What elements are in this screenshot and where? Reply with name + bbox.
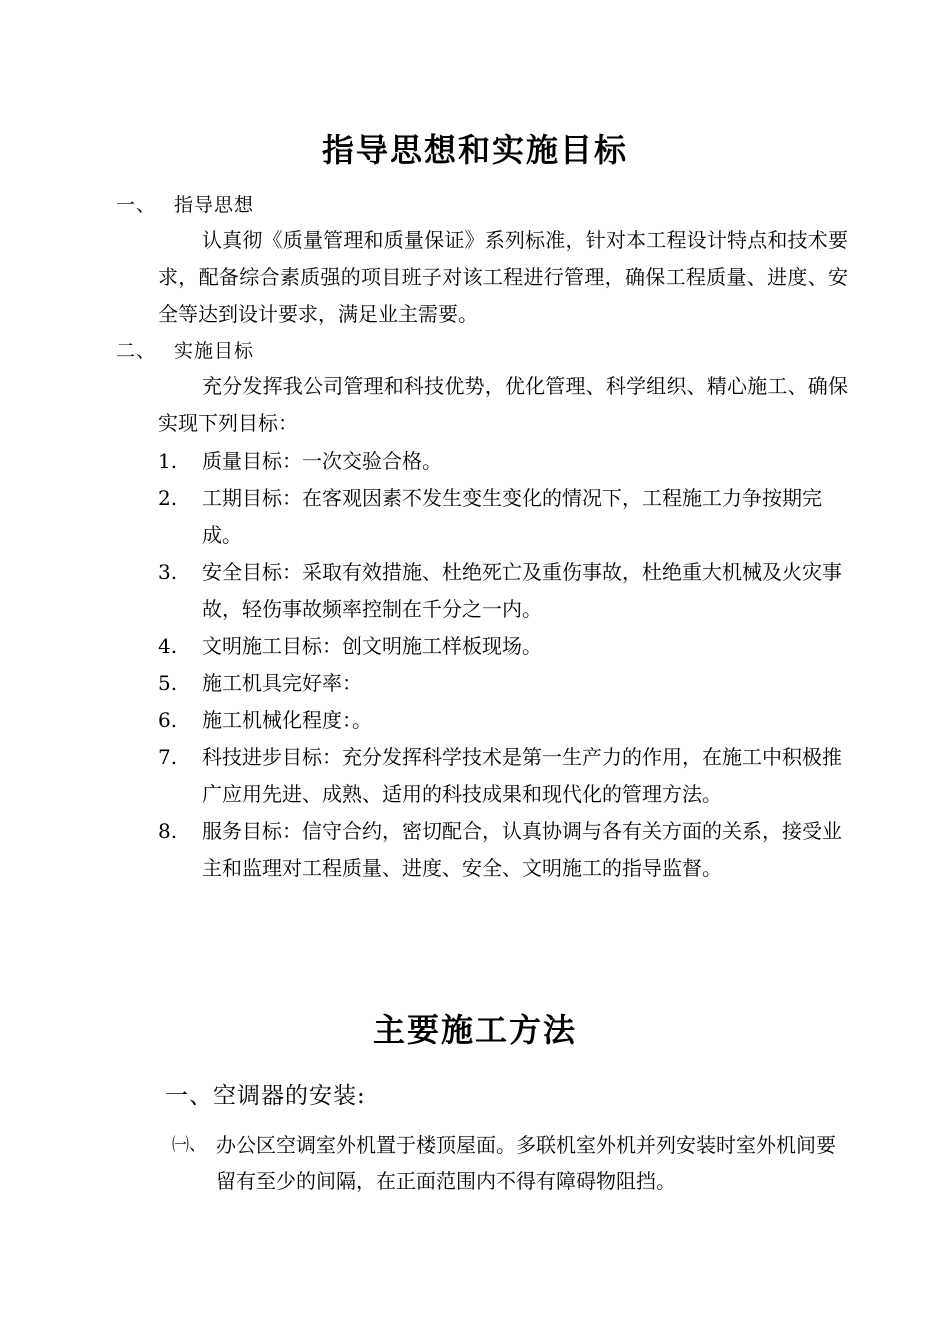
list-item-text: 文明施工目标：创文明施工样板现场。 — [202, 634, 542, 658]
list-item-number: 5. — [158, 671, 178, 695]
goals-heading — [116, 338, 254, 364]
guideline-paragraph: 认真彻《质量管理和质量保证》系列标准，针对本工程设计特点和技术要求，配备综合素质强的项目班子对该工程进行管理，确保工程质量、进度、安全等达到设计要求，满足业主需要。 — [158, 228, 848, 326]
list-item — [158, 628, 858, 665]
guideline-number: 一、 — [116, 194, 157, 216]
subsection-item-text: 办公区空调室外机置于楼顶屋面。多联机室外机并列安装时室外机间要留有至少的间隔，在正面范围内不得有障碍物阻挡。 — [216, 1133, 836, 1193]
list-item-text: 质量目标：一次交验合格。 — [202, 449, 442, 473]
goals-list — [158, 443, 858, 887]
list-item-text: 工期目标：在客观因素不发生变生变化的情况下，工程施工力争按期完成。 — [202, 486, 822, 547]
subsection-paragraph — [172, 1127, 852, 1199]
list-item-text: 服务目标：信守合约，密切配合，认真协调与各有关方面的关系，接受业主和监理对工程质量、进度、安全、文明施工的指导监督。 — [202, 819, 842, 880]
list-item — [158, 702, 858, 739]
list-item — [158, 480, 858, 554]
list-item-number: 6. — [158, 708, 178, 732]
list-item — [158, 739, 858, 813]
list-item-number: 7. — [158, 745, 178, 769]
list-item-number: 8. — [158, 819, 178, 843]
section-title: 主要施工方法 — [372, 1011, 577, 1049]
guideline-heading-text: 指导思想 — [174, 194, 255, 216]
list-item-text: 施工机具完好率： — [202, 671, 362, 695]
list-item-text: 科技进步目标：充分发挥科学技术是第一生产力的作用，在施工中积极推广应用先进、成熟、适用的科技成果和现代化的管理方法。 — [202, 745, 842, 806]
list-item — [158, 554, 858, 628]
goals-heading-text: 实施目标 — [174, 340, 255, 362]
guideline-heading — [116, 192, 254, 218]
page-title: 指导思想和实施目标 — [321, 131, 628, 169]
goals-number: 二、 — [116, 340, 157, 362]
goals-intro-paragraph: 充分发挥我公司管理和科技优势，优化管理、科学组织、精心施工、确保实现下列目标： — [158, 374, 848, 435]
list-item-text: 施工机械化程度：。 — [202, 708, 372, 732]
list-item-number: 3. — [158, 560, 178, 584]
subsection-heading: 一、空调器的安装: — [165, 1083, 366, 1109]
list-item-number: 2. — [158, 486, 178, 510]
list-item — [158, 813, 858, 887]
list-item — [158, 443, 858, 480]
list-item — [158, 665, 858, 702]
list-item-number: 1. — [158, 449, 178, 473]
list-item-text: 安全目标：采取有效措施、杜绝死亡及重伤事故，杜绝重大机械及火灾事故，轻伤事故频率控制在千分之一内。 — [202, 560, 842, 621]
list-item-number: 4. — [158, 634, 178, 658]
subsection-item-mark: ㈠、 — [172, 1135, 206, 1155]
